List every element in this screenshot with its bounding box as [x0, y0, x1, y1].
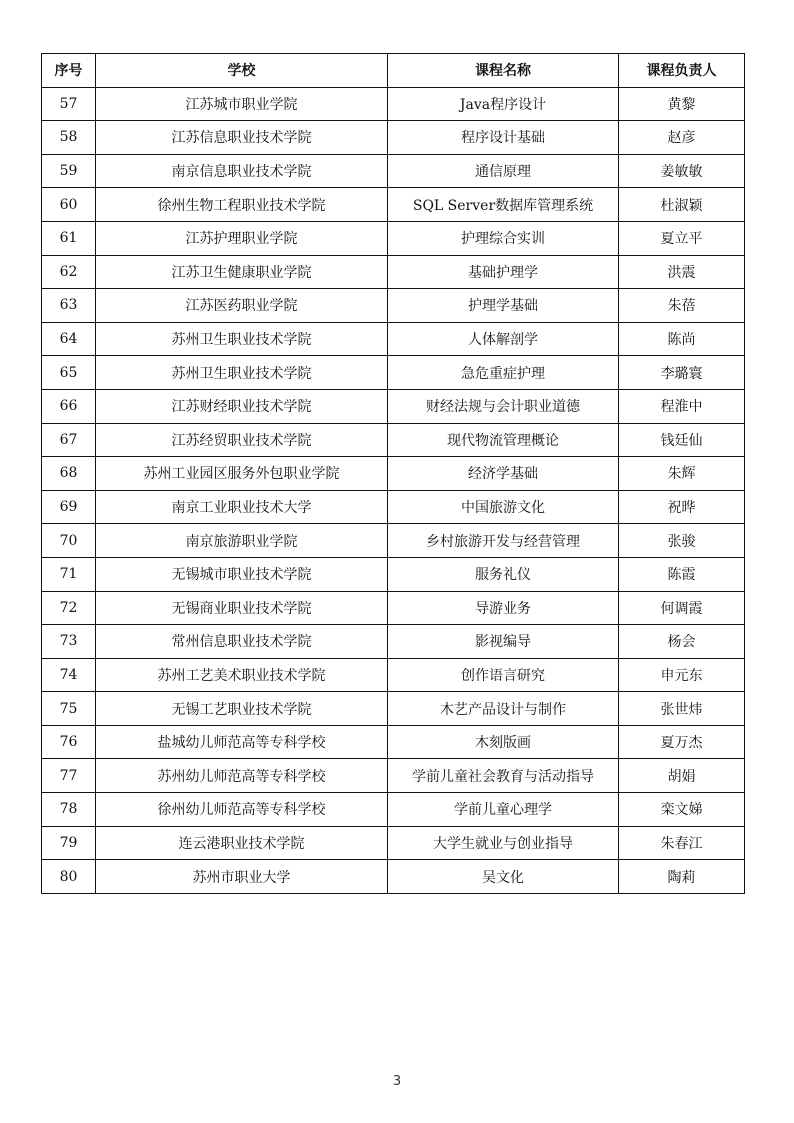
cell-lead: 钱廷仙 — [619, 423, 745, 457]
cell-course: 基础护理学 — [388, 255, 619, 289]
cell-lead: 胡娟 — [619, 759, 745, 793]
cell-no: 63 — [42, 289, 96, 323]
table-row — [42, 154, 745, 188]
cell-no: 65 — [42, 356, 96, 390]
cell-no: 77 — [42, 759, 96, 793]
cell-no: 71 — [42, 557, 96, 591]
cell-course: 中国旅游文化 — [388, 490, 619, 524]
table-row — [42, 591, 745, 625]
cell-course: 木刻版画 — [388, 725, 619, 759]
cell-course: 程序设计基础 — [388, 121, 619, 155]
cell-no: 80 — [42, 860, 96, 894]
table-row — [42, 423, 745, 457]
cell-lead: 程淮中 — [619, 389, 745, 423]
cell-no: 58 — [42, 121, 96, 155]
cell-no: 61 — [42, 221, 96, 255]
cell-course: SQL Server数据库管理系统 — [388, 188, 619, 222]
cell-course: 大学生就业与创业指导 — [388, 826, 619, 860]
page-number: 3 — [392, 1074, 402, 1089]
cell-course: 护理学基础 — [388, 289, 619, 323]
cell-no: 67 — [42, 423, 96, 457]
cell-lead: 张骏 — [619, 524, 745, 558]
cell-no: 74 — [42, 658, 96, 692]
header-lead: 课程负责人 — [619, 54, 745, 88]
table-row — [42, 826, 745, 860]
table-row — [42, 87, 745, 121]
cell-school: 连云港职业技术学院 — [96, 826, 388, 860]
cell-lead: 张世炜 — [619, 692, 745, 726]
cell-lead: 杜淑颖 — [619, 188, 745, 222]
cell-school: 江苏经贸职业技术学院 — [96, 423, 388, 457]
table-row — [42, 524, 745, 558]
table-row — [42, 289, 745, 323]
header-course: 课程名称 — [388, 54, 619, 88]
table-row — [42, 625, 745, 659]
cell-no: 75 — [42, 692, 96, 726]
cell-course: 人体解剖学 — [388, 322, 619, 356]
cell-course: 服务礼仪 — [388, 557, 619, 591]
cell-no: 62 — [42, 255, 96, 289]
table-row — [42, 759, 745, 793]
table-header-row — [42, 54, 745, 88]
cell-lead: 夏万杰 — [619, 725, 745, 759]
cell-lead: 李璐寰 — [619, 356, 745, 390]
table-row — [42, 860, 745, 894]
cell-lead: 朱辉 — [619, 457, 745, 491]
cell-no: 68 — [42, 457, 96, 491]
cell-course: 通信原理 — [388, 154, 619, 188]
cell-no: 59 — [42, 154, 96, 188]
cell-school: 苏州工艺美术职业技术学院 — [96, 658, 388, 692]
cell-course: 创作语言研究 — [388, 658, 619, 692]
table-row — [42, 793, 745, 827]
cell-school: 苏州卫生职业技术学院 — [96, 322, 388, 356]
cell-school: 江苏城市职业学院 — [96, 87, 388, 121]
table-row — [42, 389, 745, 423]
cell-course: 急危重症护理 — [388, 356, 619, 390]
cell-school: 江苏财经职业技术学院 — [96, 389, 388, 423]
cell-school: 常州信息职业技术学院 — [96, 625, 388, 659]
cell-no: 72 — [42, 591, 96, 625]
cell-school: 江苏护理职业学院 — [96, 221, 388, 255]
cell-school: 无锡工艺职业技术学院 — [96, 692, 388, 726]
cell-lead: 祝晔 — [619, 490, 745, 524]
cell-course: 护理综合实训 — [388, 221, 619, 255]
cell-lead: 陈霞 — [619, 557, 745, 591]
table-row — [42, 692, 745, 726]
cell-course: 吴文化 — [388, 860, 619, 894]
cell-school: 苏州工业园区服务外包职业学院 — [96, 457, 388, 491]
table-row — [42, 725, 745, 759]
cell-lead: 何调霞 — [619, 591, 745, 625]
cell-school: 苏州卫生职业技术学院 — [96, 356, 388, 390]
cell-course: Java程序设计 — [388, 87, 619, 121]
table-body — [42, 87, 745, 893]
table-row — [42, 188, 745, 222]
table-row — [42, 221, 745, 255]
cell-course: 财经法规与会计职业道德 — [388, 389, 619, 423]
cell-lead: 杨会 — [619, 625, 745, 659]
table-row — [42, 322, 745, 356]
table-row — [42, 255, 745, 289]
table-row — [42, 356, 745, 390]
table-row — [42, 557, 745, 591]
cell-no: 66 — [42, 389, 96, 423]
cell-school: 徐州幼儿师范高等专科学校 — [96, 793, 388, 827]
cell-lead: 洪震 — [619, 255, 745, 289]
table-row — [42, 457, 745, 491]
table-row — [42, 490, 745, 524]
cell-course: 经济学基础 — [388, 457, 619, 491]
cell-school: 徐州生物工程职业技术学院 — [96, 188, 388, 222]
cell-school: 江苏医药职业学院 — [96, 289, 388, 323]
header-no: 序号 — [42, 54, 96, 88]
cell-school: 南京旅游职业学院 — [96, 524, 388, 558]
cell-lead: 黄黎 — [619, 87, 745, 121]
cell-course: 导游业务 — [388, 591, 619, 625]
cell-no: 64 — [42, 322, 96, 356]
cell-lead: 栾文娣 — [619, 793, 745, 827]
cell-no: 70 — [42, 524, 96, 558]
cell-course: 学前儿童社会教育与活动指导 — [388, 759, 619, 793]
table-row — [42, 121, 745, 155]
cell-school: 江苏信息职业技术学院 — [96, 121, 388, 155]
cell-school: 无锡城市职业技术学院 — [96, 557, 388, 591]
cell-no: 57 — [42, 87, 96, 121]
cell-school: 苏州市职业大学 — [96, 860, 388, 894]
cell-lead: 朱春江 — [619, 826, 745, 860]
cell-lead: 陈尚 — [619, 322, 745, 356]
cell-lead: 夏立平 — [619, 221, 745, 255]
cell-course: 现代物流管理概论 — [388, 423, 619, 457]
cell-lead: 申元东 — [619, 658, 745, 692]
cell-school: 南京信息职业技术学院 — [96, 154, 388, 188]
cell-no: 79 — [42, 826, 96, 860]
cell-course: 影视编导 — [388, 625, 619, 659]
cell-no: 69 — [42, 490, 96, 524]
table-row — [42, 658, 745, 692]
cell-school: 江苏卫生健康职业学院 — [96, 255, 388, 289]
cell-school: 无锡商业职业技术学院 — [96, 591, 388, 625]
cell-course: 木艺产品设计与制作 — [388, 692, 619, 726]
cell-school: 苏州幼儿师范高等专科学校 — [96, 759, 388, 793]
course-table — [41, 53, 745, 894]
cell-course: 学前儿童心理学 — [388, 793, 619, 827]
cell-no: 76 — [42, 725, 96, 759]
cell-no: 73 — [42, 625, 96, 659]
header-school: 学校 — [96, 54, 388, 88]
cell-lead: 赵彦 — [619, 121, 745, 155]
cell-course: 乡村旅游开发与经营管理 — [388, 524, 619, 558]
cell-lead: 姜敏敏 — [619, 154, 745, 188]
cell-lead: 陶莉 — [619, 860, 745, 894]
cell-lead: 朱蓓 — [619, 289, 745, 323]
cell-school: 盐城幼儿师范高等专科学校 — [96, 725, 388, 759]
cell-school: 南京工业职业技术大学 — [96, 490, 388, 524]
cell-no: 60 — [42, 188, 96, 222]
cell-no: 78 — [42, 793, 96, 827]
